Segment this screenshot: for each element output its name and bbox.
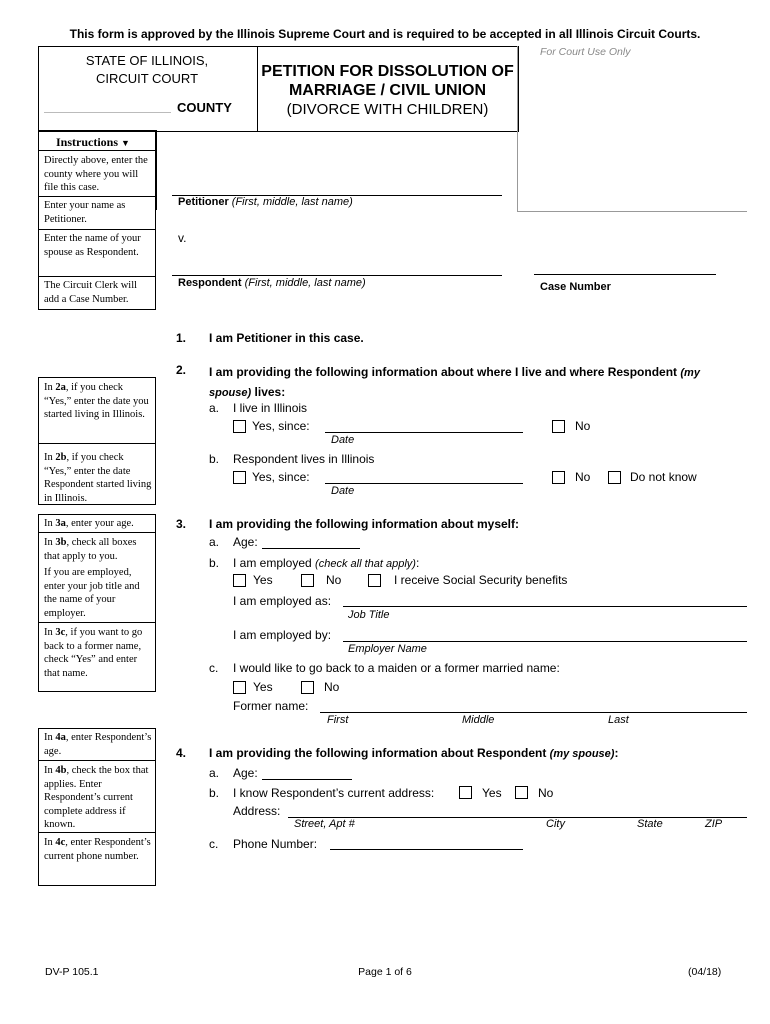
respondent-line[interactable] bbox=[172, 275, 502, 276]
form-version: (04/18) bbox=[688, 966, 722, 978]
instr-4a: In 4a, enter Respondent’s age. bbox=[44, 732, 152, 757]
s3c-middle-label: Middle bbox=[462, 714, 495, 726]
respondent-label: Respondent (First, middle, last name) bbox=[178, 277, 366, 289]
s3c-letter: c. bbox=[209, 661, 219, 675]
s2-text: I am providing the following information about where I live and where Respondent (my spouse) lives: bbox=[209, 365, 700, 399]
s3c-yes-label: Yes bbox=[253, 680, 273, 694]
s4c-phone-input[interactable] bbox=[330, 849, 523, 850]
s4b-state-label: State bbox=[637, 818, 663, 830]
court-use-border-bottom bbox=[517, 211, 747, 212]
instr-3a: In 3a, enter your age. bbox=[44, 518, 134, 529]
s4b-city-label: City bbox=[546, 818, 565, 830]
s3c-first-label: First bbox=[327, 714, 349, 726]
s4b-yes-checkbox[interactable] bbox=[459, 786, 472, 799]
instr-3b: In 3b, check all boxes that apply to you. bbox=[44, 537, 137, 562]
s3b-employed-as-label: I am employed as: bbox=[233, 594, 332, 608]
circuit-court-label: CIRCUIT COURT bbox=[95, 71, 199, 86]
form-title bbox=[258, 62, 517, 100]
s3c-former-name-label: Former name: bbox=[233, 699, 309, 713]
s2a-date-label: Date bbox=[331, 434, 355, 446]
s2b-no-label: No bbox=[575, 470, 591, 484]
s4b-address-label: Address: bbox=[233, 804, 281, 818]
s3b-letter: b. bbox=[209, 556, 220, 570]
s3b-no-checkbox[interactable] bbox=[301, 574, 314, 587]
s3-text: I am providing the following information about myself: bbox=[209, 517, 520, 531]
form-id: DV-P 105.1 bbox=[45, 966, 99, 978]
s3b-yes-checkbox[interactable] bbox=[233, 574, 246, 587]
petitioner-label: Petitioner (First, middle, last name) bbox=[178, 196, 353, 208]
s2a-letter: a. bbox=[209, 401, 220, 415]
s2a-no-checkbox[interactable] bbox=[552, 420, 565, 433]
s4b-text: I know Respondent’s current address: bbox=[233, 786, 435, 800]
instructions-top-divider bbox=[156, 130, 157, 210]
s3b-job-title-label: Job Title bbox=[348, 609, 390, 621]
s4b-street-label: Street, Apt # bbox=[294, 818, 355, 830]
s3b-ssb-label: I receive Social Security benefits bbox=[394, 573, 568, 587]
s4-text: I am providing the following information about Respondent (my spouse): bbox=[209, 746, 619, 760]
s4a-age-input[interactable] bbox=[262, 779, 352, 780]
county-label: COUNTY bbox=[177, 100, 232, 115]
s3b-job-title-input[interactable] bbox=[343, 606, 747, 607]
court-use-border-left bbox=[517, 46, 518, 211]
s2-num: 2. bbox=[176, 363, 187, 377]
s3b-employer-input[interactable] bbox=[343, 641, 747, 642]
instr-petitioner: Enter your name as Petitioner. bbox=[44, 200, 126, 225]
instructions-title: Instructions ▼ bbox=[56, 135, 130, 149]
caret-down-icon: ▼ bbox=[121, 138, 130, 148]
s2b-dont-know-label: Do not know bbox=[630, 470, 697, 484]
s3c-former-name-input[interactable] bbox=[320, 712, 747, 713]
s2a-no-label: No bbox=[575, 419, 591, 433]
instr-2a: In 2a, if you check “Yes,” enter the date you started living in Illinois. bbox=[44, 382, 149, 420]
page-number: Page 1 of 6 bbox=[358, 966, 412, 978]
s3a-age-input[interactable] bbox=[262, 548, 360, 549]
s4b-zip-label: ZIP bbox=[705, 818, 723, 830]
s2b-date-input[interactable] bbox=[325, 483, 523, 484]
instr-divider bbox=[38, 150, 156, 151]
s4b-no-checkbox[interactable] bbox=[515, 786, 528, 799]
instr-divider bbox=[38, 532, 156, 533]
s3a-age-label: Age: bbox=[233, 535, 258, 549]
instr-county: Directly above, enter the county where you will file this case. bbox=[44, 155, 148, 193]
s3c-yes-checkbox[interactable] bbox=[233, 681, 246, 694]
instr-4b: In 4b, check the box that applies. Enter Respondent’s current complete address if known. bbox=[44, 765, 149, 830]
court-use-label: For Court Use Only bbox=[540, 46, 631, 58]
county-input[interactable] bbox=[44, 88, 171, 113]
s3b-no-label: No bbox=[326, 573, 342, 587]
s3b-ssb-checkbox[interactable] bbox=[368, 574, 381, 587]
s4-num: 4. bbox=[176, 746, 187, 760]
s4b-no-label: No bbox=[538, 786, 554, 800]
s3b-employed-by-label: I am employed by: bbox=[233, 628, 332, 642]
s3c-text: I would like to go back to a maiden or a former married name: bbox=[233, 661, 560, 675]
s3-num: 3. bbox=[176, 517, 187, 531]
s2b-dont-know-checkbox[interactable] bbox=[608, 471, 621, 484]
state-label: STATE OF ILLINOIS, bbox=[85, 53, 209, 68]
instr-divider bbox=[38, 832, 156, 833]
s4a-age-label: Age: bbox=[233, 766, 258, 780]
s2a-date-input[interactable] bbox=[325, 432, 523, 433]
form-subtitle: (DIVORCE WITH CHILDREN) bbox=[286, 101, 489, 118]
s3c-no-label: No bbox=[324, 680, 340, 694]
instr-4c: In 4c, enter Respondent’s current phone number. bbox=[44, 837, 151, 862]
form-title-line1: PETITION FOR DISSOLUTION OF bbox=[261, 63, 514, 80]
s2a-text: I live in Illinois bbox=[233, 401, 308, 415]
s2b-no-checkbox[interactable] bbox=[552, 471, 565, 484]
approval-notice: This form is approved by the Illinois Supreme Court and is required to be accepted in all Illinois Circuit Courts. bbox=[69, 27, 701, 41]
s4b-letter: b. bbox=[209, 786, 220, 800]
instr-divider bbox=[38, 622, 156, 623]
s2b-yes-label: Yes, since: bbox=[252, 470, 310, 484]
instr-3b-extra: If you are employed, enter your job title and the name of your employer. bbox=[44, 567, 140, 619]
s2a-yes-checkbox[interactable] bbox=[233, 420, 246, 433]
case-number-line[interactable] bbox=[534, 274, 716, 275]
s1-num: 1. bbox=[176, 331, 187, 345]
instr-case-number: The Circuit Clerk will add a Case Number. bbox=[44, 280, 138, 305]
instr-divider bbox=[38, 196, 156, 197]
s3c-last-label: Last bbox=[608, 714, 629, 726]
s4a-letter: a. bbox=[209, 766, 220, 780]
s2a-yes-label: Yes, since: bbox=[252, 419, 310, 433]
s1-text: I am Petitioner in this case. bbox=[209, 331, 364, 345]
case-number-label: Case Number bbox=[540, 281, 611, 293]
s3b-employer-label: Employer Name bbox=[348, 643, 427, 655]
instr-divider bbox=[38, 229, 156, 230]
s2b-date-label: Date bbox=[331, 485, 355, 497]
s3b-yes-label: Yes bbox=[253, 573, 273, 587]
s4c-letter: c. bbox=[209, 837, 219, 851]
s4b-address-input[interactable] bbox=[288, 817, 747, 818]
instr-divider bbox=[38, 443, 156, 444]
instr-2b: In 2b, if you check “Yes,” enter the date Respondent started living in Illinois. bbox=[44, 452, 152, 504]
instr-3c: In 3c, if you want to go back to a former name, check “Yes” and enter that name. bbox=[44, 627, 143, 679]
s4b-yes-label: Yes bbox=[482, 786, 502, 800]
s4c-phone-label: Phone Number: bbox=[233, 837, 318, 851]
versus-label: v. bbox=[178, 231, 187, 245]
s3a-letter: a. bbox=[209, 535, 220, 549]
s3b-employed-label: I am employed (check all that apply): bbox=[233, 556, 420, 570]
instr-divider bbox=[38, 276, 156, 277]
s2b-yes-checkbox[interactable] bbox=[233, 471, 246, 484]
s2b-text: Respondent lives in Illinois bbox=[233, 452, 375, 466]
s2b-letter: b. bbox=[209, 452, 220, 466]
s3c-no-checkbox[interactable] bbox=[301, 681, 314, 694]
instr-divider bbox=[38, 760, 156, 761]
form-title-line2: MARRIAGE / CIVIL UNION bbox=[288, 82, 487, 99]
instr-respondent: Enter the name of your spouse as Respondent. bbox=[44, 233, 141, 258]
